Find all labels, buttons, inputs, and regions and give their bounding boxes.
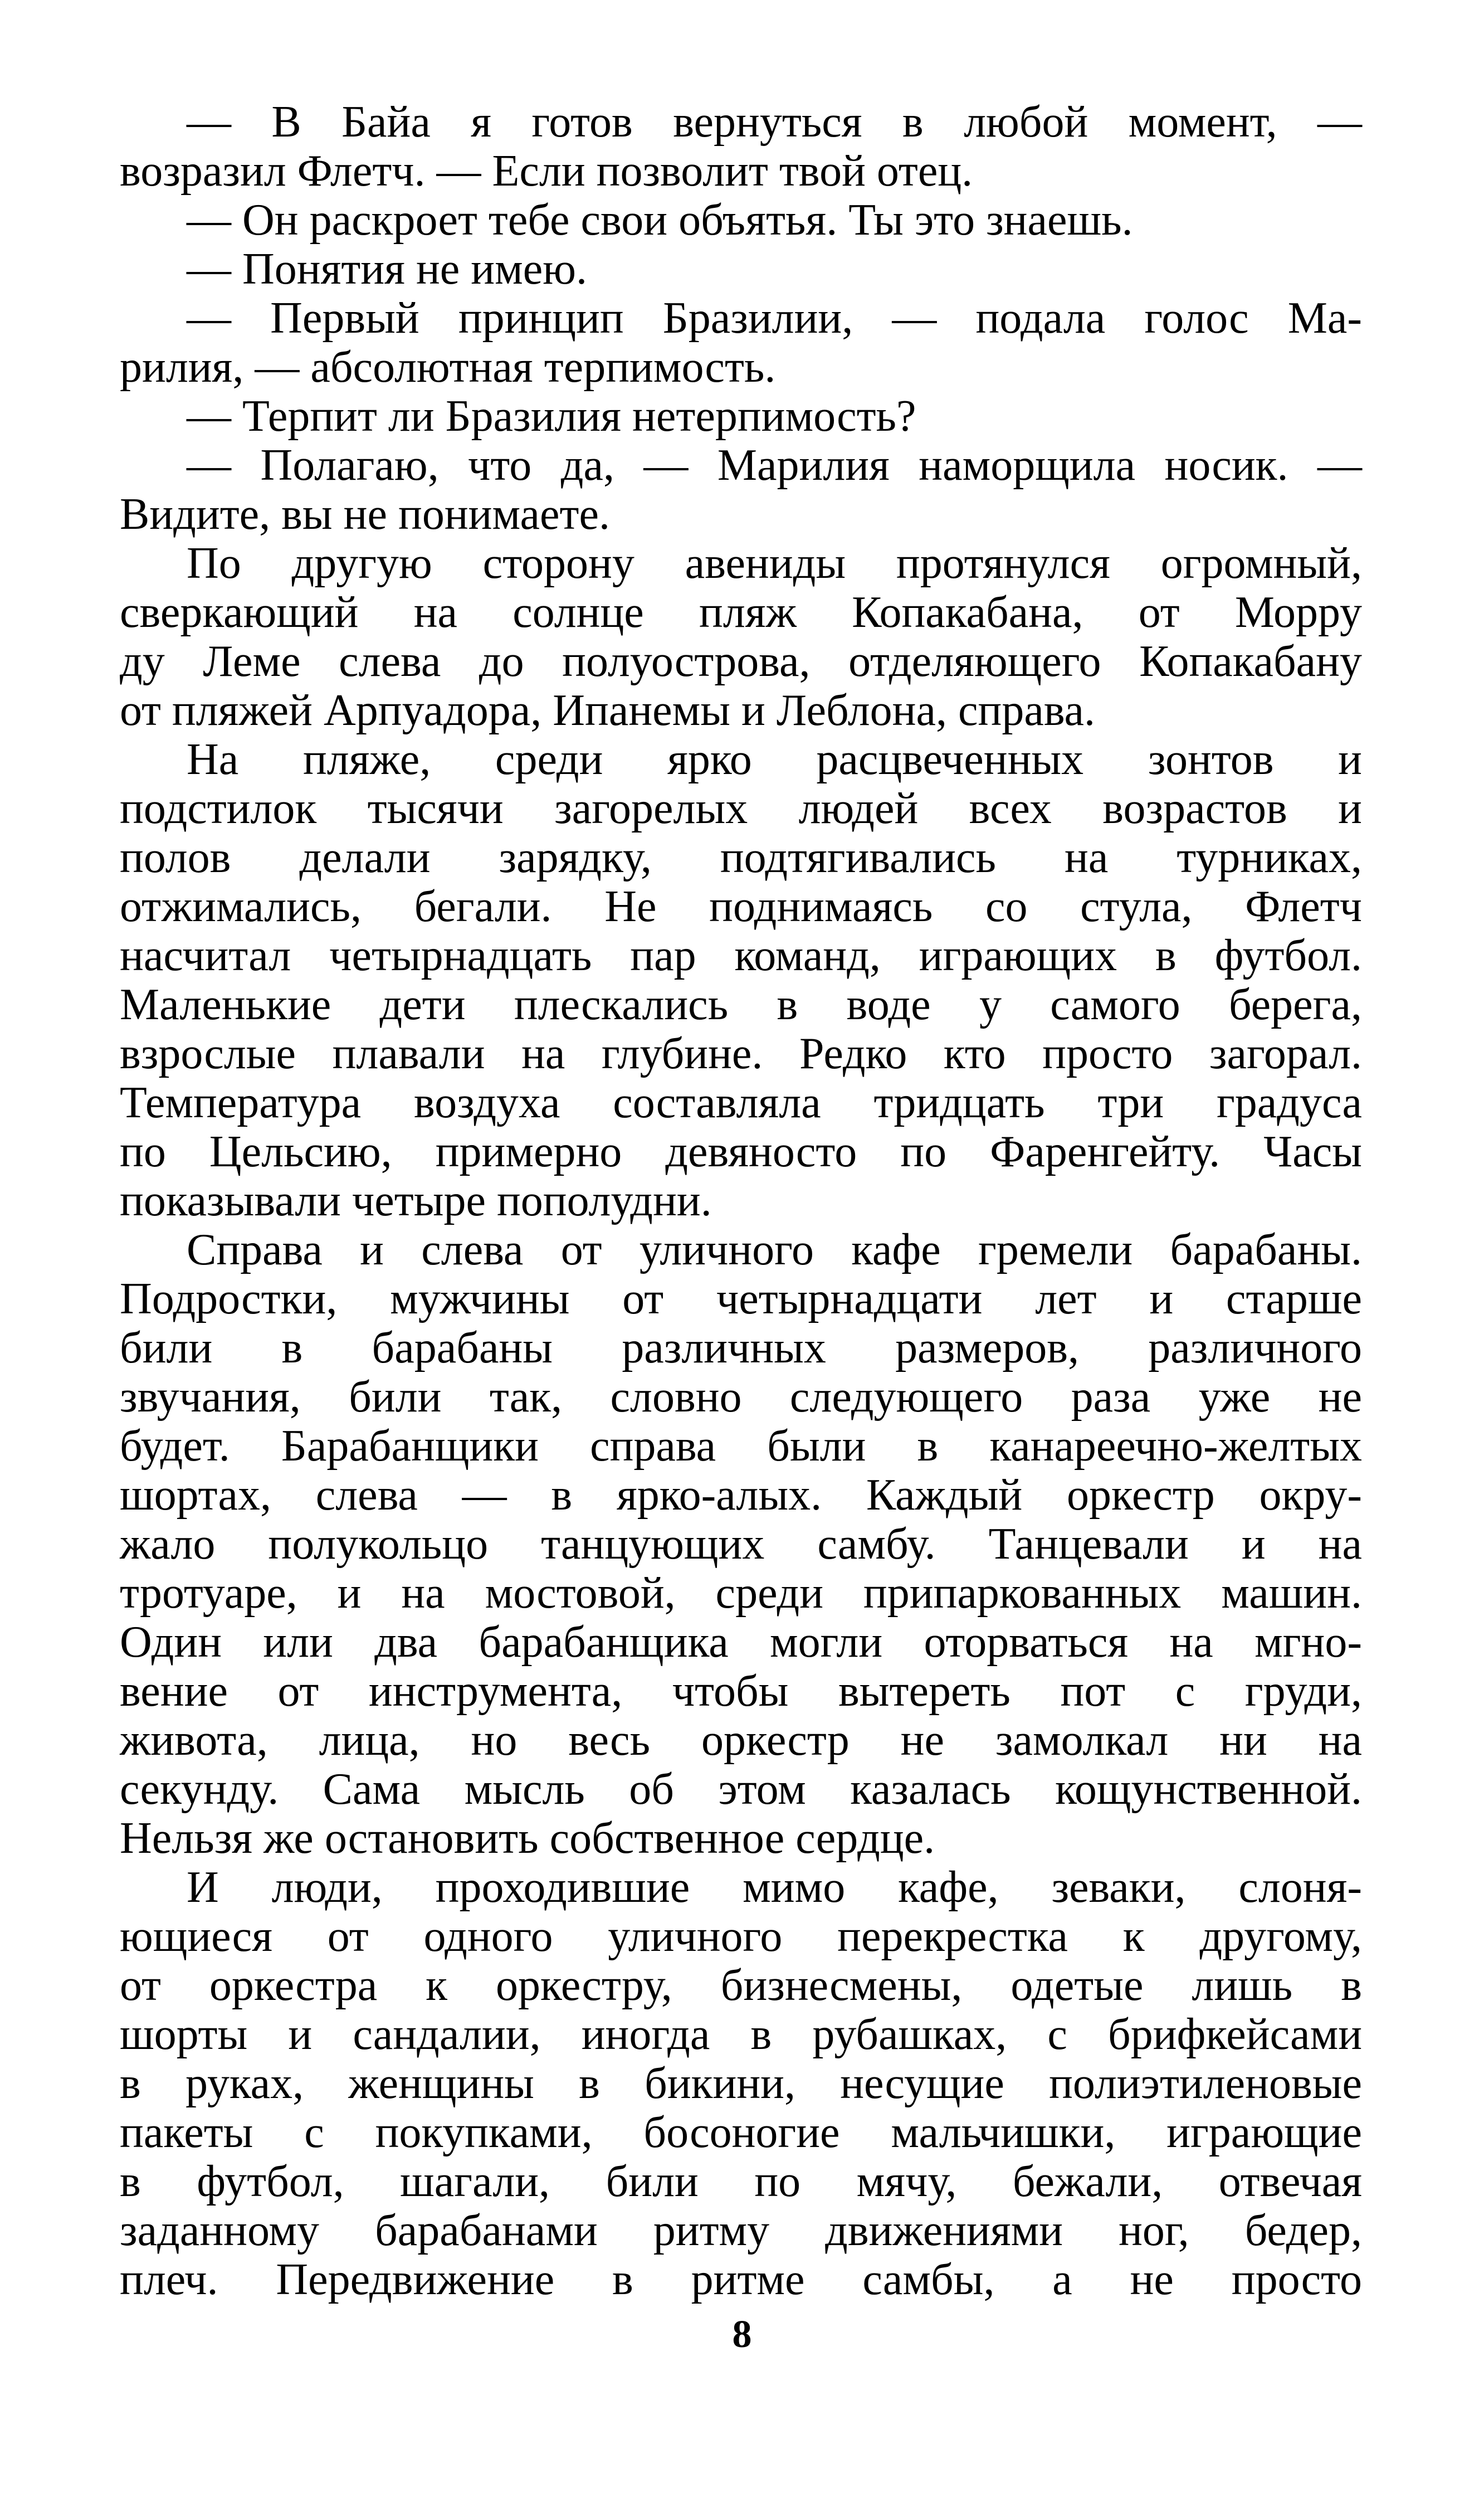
paragraph <box>120 196 1362 245</box>
text-line: били в барабаны различных размеров, различного <box>120 1323 1362 1372</box>
text-line: вение от инструмента, чтобы вытереть пот с груди, <box>120 1667 1362 1716</box>
text-line: Нельзя же остановить собственное сердце. <box>120 1814 935 1863</box>
text-line: взрослые плавали на глубине. Редко кто просто загорал. <box>120 1029 1362 1078</box>
text-line: Видите, вы не понимаете. <box>120 490 610 539</box>
text-line: Подростки, мужчины от четырнадцати лет и старше <box>120 1274 1362 1323</box>
text-line: По другую сторону авениды протянулся огромный, <box>187 539 1362 588</box>
text-line: насчитал четырнадцать пар команд, играющих в футбол. <box>120 931 1362 980</box>
text-line: от оркестра к оркестру, бизнесмены, одетые лишь в <box>120 1961 1362 2010</box>
text-line: сверкающий на солнце пляж Копакабана, от Морру <box>120 588 1362 637</box>
text-line: Один или два барабанщика могли оторваться на мгно- <box>120 1618 1362 1667</box>
paragraph <box>120 539 1362 735</box>
text-line: от пляжей Арпуадора, Ипанемы и Леблона, справа. <box>120 686 1096 735</box>
text-line: ду Леме слева до полуострова, отделяющего Копакабану <box>120 637 1362 686</box>
paragraph <box>120 245 1362 294</box>
text-line: полов делали зарядку, подтягивались на турниках, <box>120 833 1362 882</box>
paragraph <box>120 1863 1362 2304</box>
paragraph <box>120 98 1362 196</box>
text-line: плеч. Передвижение в ритме самбы, а не просто <box>120 2255 1362 2304</box>
text-line: — Он раскроет тебе свои объятья. Ты это знаешь. <box>187 196 1133 245</box>
text-line: На пляже, среди ярко расцвеченных зонтов и <box>187 735 1362 784</box>
text-line: подстилок тысячи загорелых людей всех возрастов и <box>120 784 1362 833</box>
page-number: 8 <box>732 2313 752 2356</box>
text-line: будет. Барабанщики справа были в канареечно-желтых <box>120 1422 1362 1471</box>
text-line: по Цельсию, примерно девяносто по Фаренгейту. Часы <box>120 1127 1362 1176</box>
paragraph <box>120 1225 1362 1863</box>
text-line: — Полагаю, что да, — Марилия наморщила носик. — <box>187 441 1362 490</box>
text-line: показывали четыре пополудни. <box>120 1176 712 1225</box>
text-line: И люди, проходившие мимо кафе, зеваки, слоня- <box>187 1863 1362 1912</box>
text-line: пакеты с покупками, босоногие мальчишки, играющие <box>120 2108 1362 2157</box>
paragraph <box>120 441 1362 539</box>
text-line: отжимались, бегали. Не поднимаясь со стула, Флетч <box>120 882 1362 931</box>
text-line: — Понятия не имею. <box>187 245 587 294</box>
text-line: — В Байа я готов вернуться в любой момент, — <box>187 98 1362 147</box>
text-line: в руках, женщины в бикини, несущие полиэтиленовые <box>120 2059 1362 2108</box>
text-line: возразил Флетч. — Если позволит твой отец. <box>120 147 973 196</box>
paragraph <box>120 294 1362 392</box>
page-body <box>120 98 1362 2304</box>
text-line: заданному барабанами ритму движениями ног, бедер, <box>120 2206 1362 2255</box>
text-line: шорты и сандалии, иногда в рубашках, с брифкейсами <box>120 2010 1362 2059</box>
text-line: в футбол, шагали, били по мячу, бежали, отвечая <box>120 2157 1362 2206</box>
paragraph <box>120 735 1362 1225</box>
text-line: рилия, — абсолютная терпимость. <box>120 343 776 392</box>
text-line: звучания, били так, словно следующего раза уже не <box>120 1372 1362 1422</box>
text-line: шортах, слева — в ярко-алых. Каждый оркестр окру- <box>120 1471 1362 1520</box>
text-line: живота, лица, но весь оркестр не замолкал ни на <box>120 1716 1362 1765</box>
text-line: Справа и слева от уличного кафе гремели барабаны. <box>187 1225 1362 1274</box>
text-line: тротуаре, и на мостовой, среди припаркованных машин. <box>120 1569 1362 1618</box>
text-line: секунду. Сама мысль об этом казалась кощунственной. <box>120 1765 1362 1814</box>
text-line: Маленькие дети плескались в воде у самого берега, <box>120 980 1362 1029</box>
text-line: — Первый принцип Бразилии, — подала голос Ма- <box>187 294 1362 343</box>
text-line: — Терпит ли Бразилия нетерпимость? <box>187 392 916 441</box>
text-line: жало полукольцо танцующих самбу. Танцевали и на <box>120 1520 1362 1569</box>
text-line: ющиеся от одного уличного перекрестка к другому, <box>120 1912 1362 1961</box>
paragraph <box>120 392 1362 441</box>
text-line: Температура воздуха составляла тридцать три градуса <box>120 1078 1362 1127</box>
